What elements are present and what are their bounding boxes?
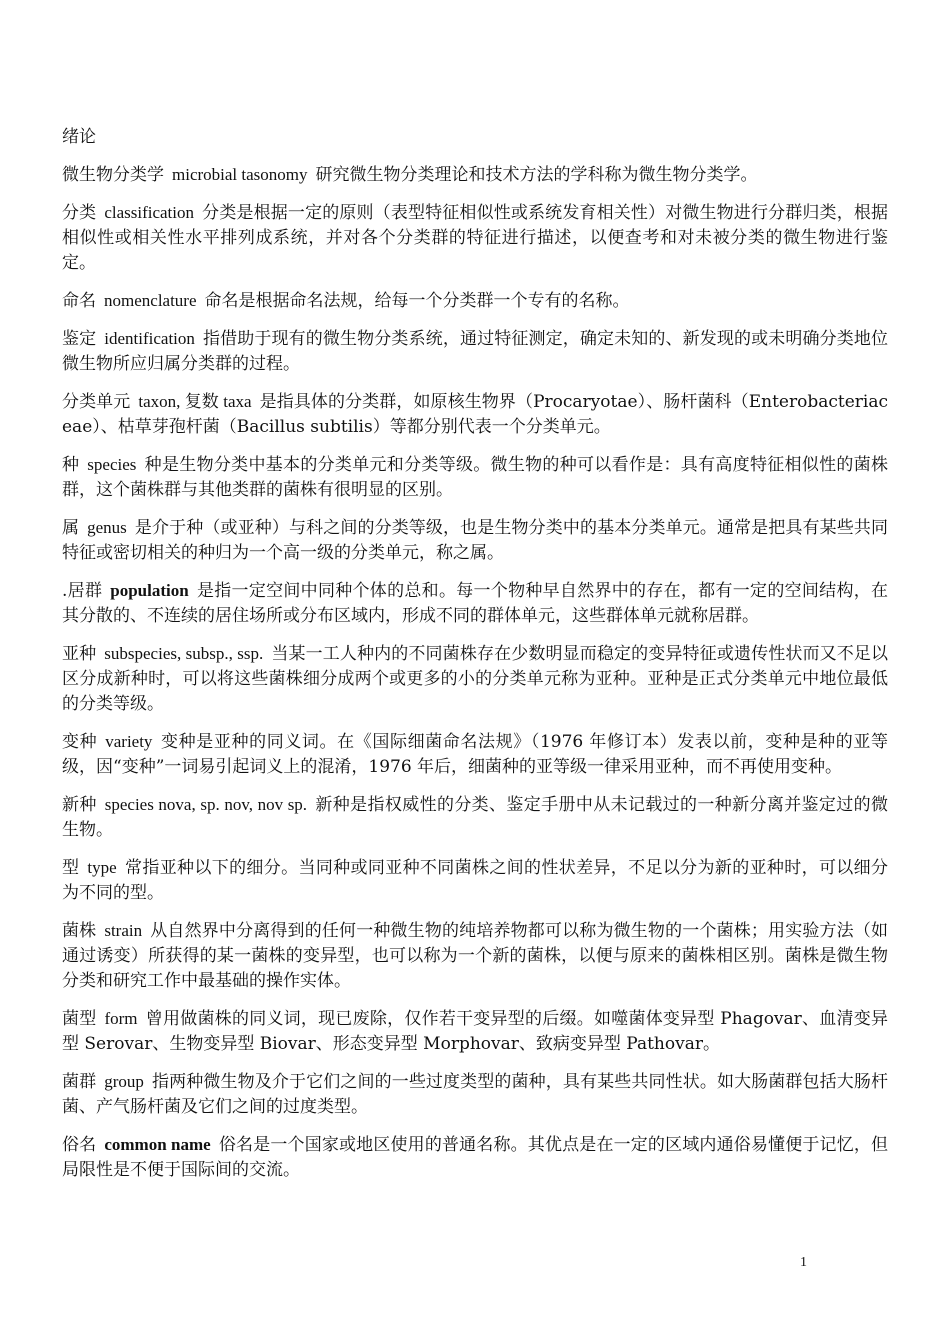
term-definition: 是指一定空间中同种个体的总和。每一个物种早自然界中的存在，都有一定的空间结构，在其分散的、不连续的居住场所或分布区域内，形成不同的群体单元，这些群体单元就称居群。 (62, 581, 889, 626)
term-definition: 是介于种（或亚种）与科之间的分类等级，也是生物分类中的基本分类单元。通常是把具有某些共同特征或密切相关的种归为一个高一级的分类单元，称之属。 (62, 518, 889, 563)
term-english: common name (104, 1135, 211, 1154)
term-definition: 分类是根据一定的原则（表型特征相似性或系统发育相关性）对微生物进行分群归类，根据相似性或相关性水平排列成系统，并对各个分类群的特征进行描述，以便查考和对未被分类的微生物进行鉴定。 (62, 203, 889, 273)
term-chinese: 属 (62, 518, 80, 538)
glossary-list (62, 162, 888, 1195)
term-english: species (87, 455, 137, 474)
glossary-entry (62, 792, 888, 843)
term-english: classification (104, 203, 195, 222)
term-english: microbial tasonomy (172, 165, 308, 184)
glossary-entry (62, 729, 888, 780)
glossary-entry (62, 389, 888, 440)
term-chinese: 微生物分类学 (62, 165, 164, 185)
term-chinese: 菌群 (62, 1072, 97, 1092)
term-definition: 曾用做菌株的同义词，现已废除，仅作若干变异型的后缀。如噬菌体变异型 Phagovar、血清变异型 Serovar、生物变异型 Biovar、形态变异型 Morphovar、致病变异型 Pathovar。 (62, 1009, 888, 1054)
glossary-entry (62, 578, 888, 629)
term-english: nomenclature (104, 291, 197, 310)
glossary-entry (62, 326, 888, 377)
term-definition: 当某一工人种内的不同菌株存在少数明显而稳定的变异特征或遗传性状而又不足以区分成新种时，可以将这些菌株细分成两个或更多的小的分类单元称为亚种。亚种是正式分类单元中地位最低的分类等级。 (62, 644, 889, 714)
page-number: 1 (800, 1255, 807, 1270)
term-english: variety (105, 732, 153, 751)
glossary-entry (62, 200, 888, 276)
term-english: form (104, 1009, 138, 1028)
term-chinese: 分类单元 (62, 392, 131, 412)
term-chinese: 分类 (62, 203, 97, 223)
term-definition: 是指具体的分类群，如原核生物界（Procaryotae）、肠杆菌科（Enterobacteriaceae）、枯草芽孢杆菌（Bacillus subtilis）等都分别代表一个分类单元。 (62, 392, 888, 437)
term-chinese: 变种 (62, 732, 98, 752)
glossary-entry (62, 162, 888, 188)
term-definition: 常指亚种以下的细分。当同种或同亚种不同菌株之间的性状差异，不足以分为新的亚种时，可以细分为不同的型。 (62, 858, 889, 903)
term-definition: 俗名是一个国家或地区使用的普通名称。其优点是在一定的区域内通俗易懂便于记忆，但局限性是不便于国际间的交流。 (62, 1135, 889, 1180)
term-english: species nova, sp. nov, nov sp. (104, 795, 308, 814)
term-definition: 研究微生物分类理论和技术方法的学科称为微生物分类学。 (315, 165, 758, 185)
page-title: 绪论 (62, 127, 96, 147)
glossary-entry (62, 515, 888, 566)
glossary-entry (62, 1006, 888, 1057)
glossary-entry (62, 918, 888, 994)
term-chinese: 新种 (62, 795, 97, 815)
glossary-entry (62, 452, 888, 503)
term-english: identification (104, 329, 195, 348)
term-chinese: 种 (62, 455, 80, 475)
term-definition: 从自然界中分离得到的任何一种微生物的纯培养物都可以称为微生物的一个菌株；用实验方法（如通过诱变）所获得的某一菌株的变异型，也可以称为一个新的菌株，以便与原来的菌株相区别。菌株是微生物分类和研究工作中最基础的操作实体。 (62, 921, 889, 991)
term-definition: 新种是指权威性的分类、鉴定手册中从未记载过的一种新分离并鉴定过的微生物。 (62, 795, 889, 840)
term-english: genus (87, 518, 127, 537)
term-definition: 指两种微生物及介于它们之间的一些过度类型的菌种，具有某些共同性状。如大肠菌群包括大肠杆菌、产气肠杆菌及它们之间的过度类型。 (62, 1072, 889, 1117)
term-chinese: 型 (62, 858, 80, 878)
glossary-entry (62, 1132, 888, 1183)
term-chinese: 菌型 (62, 1009, 97, 1029)
term-definition: 命名是根据命名法规，给每一个分类群一个专有的名称。 (204, 291, 630, 311)
term-chinese: 鉴定 (62, 329, 97, 349)
term-chinese: .居群 (62, 581, 103, 601)
term-chinese: 命名 (62, 291, 96, 311)
term-chinese: 亚种 (62, 644, 97, 664)
term-definition: 指借助于现有的微生物分类系统，通过特征测定，确定未知的、新发现的或未明确分类地位微生物所应归属分类群的过程。 (62, 329, 889, 374)
term-english: strain (104, 921, 143, 940)
term-english: population (110, 581, 189, 600)
term-definition: 变种是亚种的同义词。在《国际细菌命名法规》（1976 年修订本）发表以前，变种是种的亚等级，因“变种”一词易引起词义上的混淆，1976 年后，细菌种的亚等级一律采用亚种，而不再使用变种。 (62, 732, 889, 777)
term-definition: 种是生物分类中基本的分类单元和分类等级。微生物的种可以看作是：具有高度特征相似性的菌株群，这个菌株群与其他类群的菌株有很明显的区别。 (62, 455, 889, 500)
term-chinese: 俗名 (62, 1135, 97, 1155)
term-english: taxon, 复数 taxa (138, 392, 252, 411)
glossary-entry (62, 1069, 888, 1120)
term-chinese: 菌株 (62, 921, 97, 941)
term-english: type (87, 858, 117, 877)
glossary-entry (62, 855, 888, 906)
term-english: group (104, 1072, 144, 1091)
glossary-entry (62, 288, 888, 314)
term-english: subspecies, subsp., ssp. (104, 644, 264, 663)
glossary-entry (62, 641, 888, 717)
